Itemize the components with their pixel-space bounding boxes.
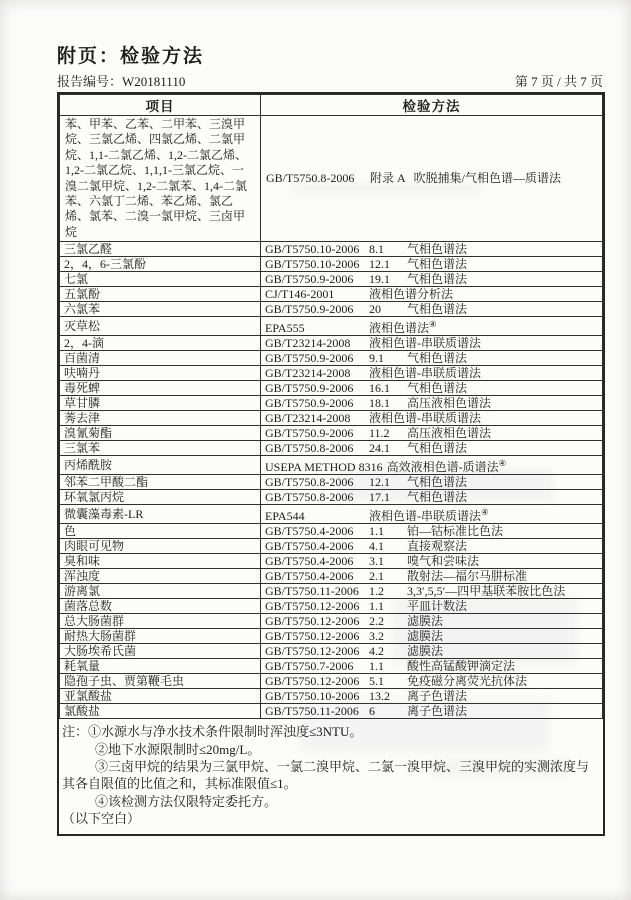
- method-section-number: 2.1: [369, 569, 384, 584]
- method-name: 气相色谱法: [407, 302, 468, 317]
- method-standard-code: GB/T5750.9-2006: [265, 396, 354, 411]
- method-standard-code: GB/T5750.12-2006: [265, 614, 360, 629]
- method-cell: [261, 569, 603, 584]
- method-name: 液相色谱-串联质谱法: [369, 336, 481, 351]
- method-footnote-mark: ④: [429, 319, 437, 330]
- method-section-number: 5.1: [369, 674, 384, 689]
- method-cell: [261, 490, 603, 505]
- item-name: 环氧氯丙烷: [60, 490, 261, 505]
- method-standard-code: GB/T5750.12-2006: [265, 629, 360, 644]
- method-section-number: 3.1: [369, 554, 384, 569]
- page-indicator: 第 7 页 / 共 7 页: [514, 74, 603, 89]
- item-name: 七氯: [60, 272, 261, 287]
- method-section-number: 12.1: [369, 257, 390, 272]
- method-cell: [261, 614, 603, 629]
- item-name: 游离氯: [60, 584, 261, 599]
- method-standard-code: GB/T5750.9-2006: [265, 272, 354, 287]
- method-standard-code: GB/T5750.7-2006: [265, 659, 354, 674]
- method-standard-code: GB/T5750.12-2006: [265, 674, 360, 689]
- method-cell: [261, 426, 603, 441]
- method-section-number: 20: [369, 302, 381, 317]
- method-standard-code: GB/T5750.9-2006: [265, 381, 354, 396]
- method-section-number: 9.1: [369, 351, 384, 366]
- item-name: 2，4-滴: [60, 336, 261, 351]
- method-name: 液相色谱-串联质谱法: [369, 366, 481, 381]
- method-section-number: 4.1: [369, 539, 384, 554]
- method-name: 散射法—福尔马肼标准: [407, 569, 528, 584]
- method-standard-code: GB/T5750.9-2006: [265, 426, 354, 441]
- method-section-number: 2.2: [369, 614, 384, 629]
- method-section-number: 19.1: [369, 272, 390, 287]
- method-standard-code: GB/T5750.12-2006: [265, 644, 360, 659]
- table-row: [60, 456, 603, 475]
- method-name: 酸性高锰酸钾滴定法: [407, 659, 516, 674]
- method-name: 离子色谱法: [407, 689, 468, 704]
- method-name: 高压液相色谱法: [407, 396, 492, 411]
- method-name: 滤膜法: [407, 629, 444, 644]
- method-standard-code: GB/T5750.4-2006: [265, 569, 354, 584]
- method-cell: [261, 116, 603, 242]
- table-row: [60, 689, 603, 704]
- table-row: [60, 411, 603, 426]
- method-cell: [261, 704, 603, 719]
- method-standard-code: GB/T5750.10-2006: [265, 257, 360, 272]
- method-standard-code: GB/T5750.12-2006: [265, 599, 360, 614]
- table-row: [60, 659, 603, 674]
- item-name: 溴氰菊酯: [60, 426, 261, 441]
- report-number: [57, 71, 185, 90]
- method-cell: [261, 584, 603, 599]
- footnote-line: ④该检测方法仅限特定委托方。: [95, 793, 278, 809]
- table-row: [60, 475, 603, 490]
- table-row: [60, 366, 603, 381]
- method-standard-code: USEPA METHOD 8316: [265, 460, 383, 475]
- method-name: 离子色谱法: [407, 704, 468, 719]
- method-section-number: 13.2: [369, 689, 390, 704]
- table-row: [60, 302, 603, 317]
- method-section-number: 1.2: [369, 584, 384, 599]
- methods-table: [59, 94, 603, 719]
- item-name: 菌落总数: [60, 599, 261, 614]
- table-row: [60, 287, 603, 302]
- method-standard-code: GB/T5750.4-2006: [265, 539, 354, 554]
- item-name: 亚氯酸盐: [60, 689, 261, 704]
- table-row: [60, 441, 603, 456]
- item-name: 邻苯二甲酸二酯: [60, 475, 261, 490]
- table-row: [60, 599, 603, 614]
- method-section-number: 16.1: [369, 381, 390, 396]
- item-name: 隐孢子虫、贾第鞭毛虫: [60, 674, 261, 689]
- report-meta-row: [57, 71, 603, 90]
- method-standard-code: GB/T5750.10-2006: [265, 242, 360, 257]
- table-row: [60, 317, 603, 336]
- method-cell: [261, 396, 603, 411]
- table-row: [60, 381, 603, 396]
- method-section-number: 24.1: [369, 441, 390, 456]
- item-name: 三氯苯: [60, 441, 261, 456]
- method-footnote-mark: ④: [498, 458, 507, 469]
- method-standard-code: GB/T5750.11-2006: [265, 584, 359, 599]
- method-name: 气相色谱法: [407, 475, 468, 490]
- method-name: 滤膜法: [407, 644, 444, 659]
- method-cell: [261, 257, 603, 272]
- footnote-line: ③三卤甲烷的结果为三氯甲烷、一氯二溴甲烷、二氯一溴甲烷、三溴甲烷的实测浓度与其各自限值的比值之和，其标准限值≤1。: [62, 759, 590, 792]
- method-standard-code: GB/T5750.8-2006: [266, 170, 355, 185]
- method-cell: [261, 644, 603, 659]
- footnote-line: （以下空白）: [62, 811, 141, 827]
- method-standard-code: EPA555: [265, 321, 305, 336]
- method-name: 滤膜法: [407, 614, 444, 629]
- method-cell: [261, 242, 603, 257]
- item-name: 三氯乙醛: [60, 242, 261, 257]
- method-name: 液相色谱分析法: [369, 287, 454, 302]
- method-name: 气相色谱法: [407, 441, 468, 456]
- method-section-number: 12.1: [369, 475, 390, 490]
- method-cell: [261, 539, 603, 554]
- item-name: 色: [60, 524, 261, 539]
- page-title: 附页：检验方法: [57, 46, 205, 67]
- method-section-number: 8.1: [369, 242, 384, 257]
- footnote-line: 注：①水源水与净水技术条件限制时浑浊度≤3NTU。: [62, 724, 363, 740]
- column-header-item: 项目: [60, 95, 261, 116]
- method-section-number: 6: [369, 704, 375, 719]
- table-row: [60, 569, 603, 584]
- method-standard-code: GB/T23214-2008: [265, 366, 351, 381]
- report-number-value: W20181110: [122, 74, 186, 89]
- table-row: [60, 539, 603, 554]
- method-name: 气相色谱法: [407, 242, 468, 257]
- footnotes-block: [59, 719, 603, 827]
- method-cell: [261, 456, 603, 475]
- item-name: 六氯苯: [60, 302, 261, 317]
- method-cell: [261, 629, 603, 644]
- method-cell: [261, 659, 603, 674]
- method-footnote-mark: ④: [481, 507, 489, 518]
- table-row: [60, 704, 603, 719]
- method-cell: [261, 475, 603, 490]
- method-cell: [261, 689, 603, 704]
- method-name: 3,3′,5,5′—四甲基联苯胺比色法: [407, 584, 566, 599]
- method-name: 铂—钴标准比色法: [407, 524, 504, 539]
- table-row: [60, 336, 603, 351]
- method-standard-code: GB/T5750.8-2006: [265, 490, 354, 505]
- item-name: 百菌清: [60, 351, 261, 366]
- table-row: [60, 242, 603, 257]
- method-section-number: 附录 A: [370, 170, 406, 185]
- item-name: 苯、甲苯、乙苯、二甲苯、三溴甲烷、三氯乙烯、四氯乙烯、二氯甲烷、1,1-二氯乙烯、1,2-二氯乙烯、1,2-二氯乙烷、1,1,1-三氯乙烷、一溴二氯甲烷、1,2-二氯苯、1,4-二氯苯、六氯丁二烯、苯乙烯、氯乙烯、氯苯、二溴一氯甲烷、三卤甲烷: [60, 116, 261, 242]
- item-name: 浑浊度: [60, 569, 261, 584]
- item-name: 微囊藻毒素-LR: [60, 505, 261, 524]
- item-name: 耗氧量: [60, 659, 261, 674]
- table-row: [60, 614, 603, 629]
- table-row: [60, 272, 603, 287]
- method-standard-code: GB/T5750.4-2006: [265, 554, 354, 569]
- table-row: [60, 351, 603, 366]
- item-name: 五氯酚: [60, 287, 261, 302]
- table-row: [60, 426, 603, 441]
- method-section-number: 17.1: [369, 490, 390, 505]
- method-standard-code: CJ/T146-2001: [265, 287, 335, 302]
- report-number-label: 报告编号：: [57, 74, 123, 89]
- item-name: 肉眼可见物: [60, 539, 261, 554]
- method-cell: [261, 317, 603, 336]
- method-standard-code: GB/T23214-2008: [265, 336, 351, 351]
- table-row: [60, 505, 603, 524]
- table-row: [60, 674, 603, 689]
- item-name: 臭和味: [60, 554, 261, 569]
- item-name: 呋喃丹: [60, 366, 261, 381]
- item-name: 灭草松: [60, 317, 261, 336]
- method-name: 高压液相色谱法: [407, 426, 492, 441]
- table-row: [60, 554, 603, 569]
- method-name: 液相色谱-串联质谱法: [369, 509, 481, 524]
- method-cell: [261, 505, 603, 524]
- method-standard-code: GB/T5750.8-2006: [265, 441, 354, 456]
- method-section-number: 3.2: [369, 629, 384, 644]
- method-cell: [261, 411, 603, 426]
- column-header-method: 检验方法: [261, 95, 603, 116]
- method-name: 气相色谱法: [407, 490, 468, 505]
- method-name: 高效液相色谱-质谱法: [386, 460, 499, 475]
- method-cell: [261, 524, 603, 539]
- method-standard-code: GB/T5750.4-2006: [265, 524, 354, 539]
- item-name: 莠去津: [60, 411, 261, 426]
- item-name: 草甘膦: [60, 396, 261, 411]
- method-name: 吹脱捕集/气相色谱—质谱法: [413, 170, 562, 185]
- method-name: 液相色谱-串联质谱法: [369, 411, 481, 426]
- method-cell: [261, 599, 603, 614]
- method-cell: [261, 351, 603, 366]
- method-name: 嗅气和尝味法: [407, 554, 480, 569]
- method-cell: [261, 441, 603, 456]
- method-section-number: 4.2: [369, 644, 384, 659]
- item-name: 毒死蜱: [60, 381, 261, 396]
- table-header-row: [60, 95, 603, 116]
- method-name: 气相色谱法: [407, 351, 468, 366]
- method-name: 气相色谱法: [407, 381, 468, 396]
- method-cell: [261, 336, 603, 351]
- methods-table-frame: [57, 92, 605, 836]
- methods-table-body: [60, 116, 603, 719]
- method-cell: [261, 287, 603, 302]
- method-section-number: 11.2: [369, 426, 390, 441]
- method-cell: [261, 302, 603, 317]
- method-name: 气相色谱法: [407, 257, 468, 272]
- method-section-number: 1.1: [369, 524, 384, 539]
- method-name: 气相色谱法: [407, 272, 468, 287]
- table-row: [60, 524, 603, 539]
- method-standard-code: GB/T5750.9-2006: [265, 302, 354, 317]
- method-standard-code: GB/T5750.10-2006: [265, 689, 360, 704]
- method-name: 平皿计数法: [407, 599, 468, 614]
- method-standard-code: EPA544: [265, 509, 305, 524]
- method-standard-code: GB/T5750.9-2006: [265, 351, 354, 366]
- method-cell: [261, 366, 603, 381]
- method-name: 液相色谱法: [369, 321, 430, 336]
- table-row: [60, 490, 603, 505]
- table-row: [60, 644, 603, 659]
- method-name: 直接观察法: [407, 539, 468, 554]
- table-row: [60, 257, 603, 272]
- item-name: 2，4，6-三氯酚: [60, 257, 261, 272]
- table-row: [60, 116, 603, 242]
- method-standard-code: GB/T5750.8-2006: [265, 475, 354, 490]
- method-section-number: 1.1: [369, 659, 384, 674]
- item-name: 氯酸盐: [60, 704, 261, 719]
- method-cell: [261, 674, 603, 689]
- item-name: 耐热大肠菌群: [60, 629, 261, 644]
- method-name: 免疫磁分离荧光抗体法: [407, 674, 528, 689]
- method-cell: [261, 554, 603, 569]
- method-standard-code: GB/T23214-2008: [265, 411, 351, 426]
- item-name: 总大肠菌群: [60, 614, 261, 629]
- method-standard-code: GB/T5750.11-2006: [265, 704, 359, 719]
- method-cell: [261, 272, 603, 287]
- footnote-line: ②地下水源限制时≤20mg/L。: [95, 741, 261, 757]
- method-section-number: 1.1: [369, 599, 384, 614]
- table-row: [60, 629, 603, 644]
- method-cell: [261, 381, 603, 396]
- item-name: 大肠埃希氏菌: [60, 644, 261, 659]
- method-section-number: 18.1: [369, 396, 390, 411]
- item-name: 丙烯酰胺: [60, 456, 261, 475]
- table-row: [60, 396, 603, 411]
- table-row: [60, 584, 603, 599]
